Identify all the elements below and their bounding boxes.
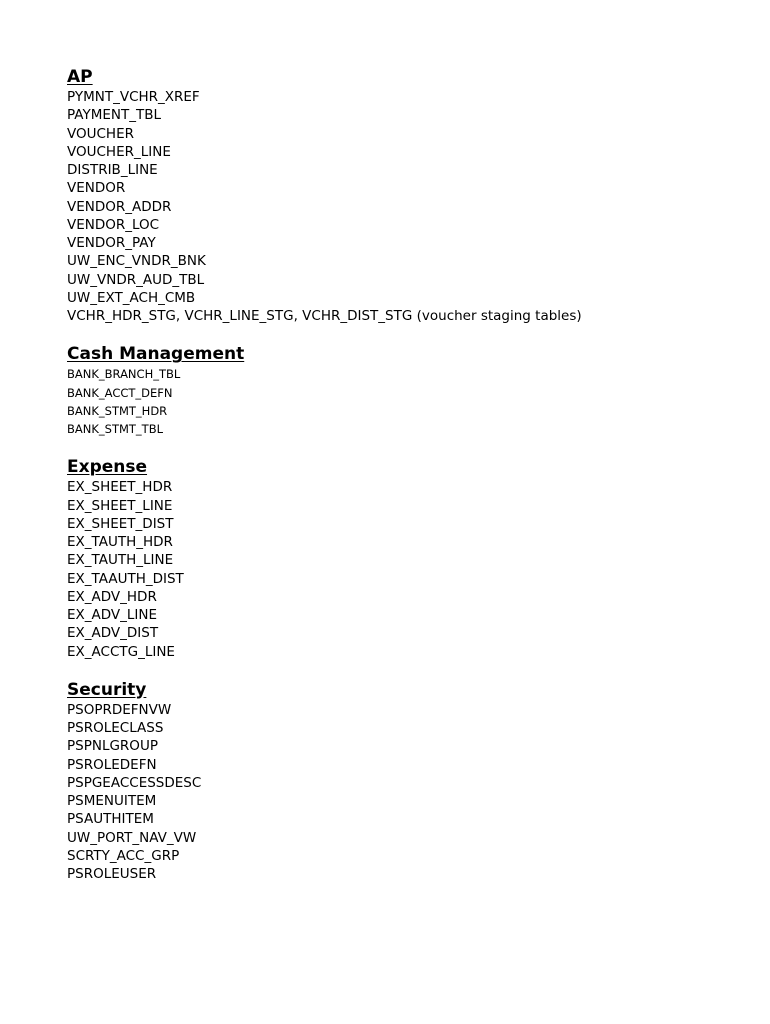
- list-item: PAYMENT_TBL: [67, 107, 162, 124]
- section-heading-cash-management: Cash Management: [67, 344, 245, 365]
- list-item: UW_EXT_ACH_CMB: [67, 289, 196, 306]
- list-item: PSROLECLASS: [67, 720, 164, 736]
- list-item: VENDOR_LOC: [67, 216, 160, 233]
- section-security: [67, 679, 747, 884]
- table-list-cash-management: [67, 365, 747, 438]
- list-item: UW_PORT_NAV_VW: [67, 829, 197, 846]
- list-item: UW_ENC_VNDR_BNK: [67, 253, 206, 270]
- list-item: VENDOR: [67, 180, 126, 197]
- list-item: DISTRIB_LINE: [67, 162, 158, 178]
- table-list-ap: [67, 88, 747, 325]
- section-expense: [67, 456, 747, 661]
- list-item: EX_SHEET_LINE: [67, 497, 173, 514]
- table-list-expense: [67, 478, 747, 661]
- list-item: SCRTY_ACC_GRP: [67, 847, 180, 864]
- section-heading-ap: AP: [67, 67, 93, 87]
- list-item: PSMENUITEM: [67, 793, 157, 809]
- list-item: EX_ADV_HDR: [67, 588, 157, 605]
- list-item: EX_ACCTG_LINE: [67, 643, 175, 660]
- list-item: EX_TAAUTH_DIST: [67, 570, 184, 587]
- list-item: VENDOR_PAY: [67, 235, 156, 251]
- document-page: [67, 66, 747, 883]
- list-item: EX_TAUTH_HDR: [67, 534, 173, 550]
- list-item: EX_SHEET_HDR: [67, 479, 173, 496]
- list-item: BANK_BRANCH_TBL: [67, 367, 181, 382]
- list-item: PSPGEACCESSDESC: [67, 774, 202, 791]
- list-item: BANK_STMT_TBL: [67, 422, 163, 436]
- list-item: EX_SHEET_DIST: [67, 515, 174, 532]
- list-item: VENDOR_ADDR: [67, 198, 172, 215]
- section-heading-security: Security: [67, 679, 147, 700]
- list-item: PSPNLGROUP: [67, 738, 158, 755]
- table-list-security: [67, 701, 747, 884]
- section-cash-management: [67, 343, 747, 438]
- list-item: BANK_ACCT_DEFN: [67, 385, 173, 400]
- section-heading-expense: Expense: [67, 457, 148, 478]
- list-item: PSAUTHITEM: [67, 811, 154, 828]
- list-item: PSOPRDEFNVW: [67, 701, 172, 718]
- list-item: VOUCHER_LINE: [67, 143, 171, 160]
- list-item: PYMNT_VCHR_XREF: [67, 89, 200, 105]
- list-item: VCHR_HDR_STG, VCHR_LINE_STG, VCHR_DIST_STG (voucher staging tables): [67, 308, 582, 324]
- section-ap: [67, 66, 747, 325]
- list-item: EX_ADV_LINE: [67, 607, 158, 623]
- list-item: BANK_STMT_HDR: [67, 403, 168, 418]
- list-item: EX_TAUTH_LINE: [67, 552, 174, 569]
- list-item: PSROLEUSER: [67, 866, 157, 882]
- list-item: PSROLEDEFN: [67, 756, 157, 773]
- list-item: UW_VNDR_AUD_TBL: [67, 271, 205, 288]
- list-item: EX_ADV_DIST: [67, 625, 159, 642]
- list-item: VOUCHER: [67, 125, 134, 142]
